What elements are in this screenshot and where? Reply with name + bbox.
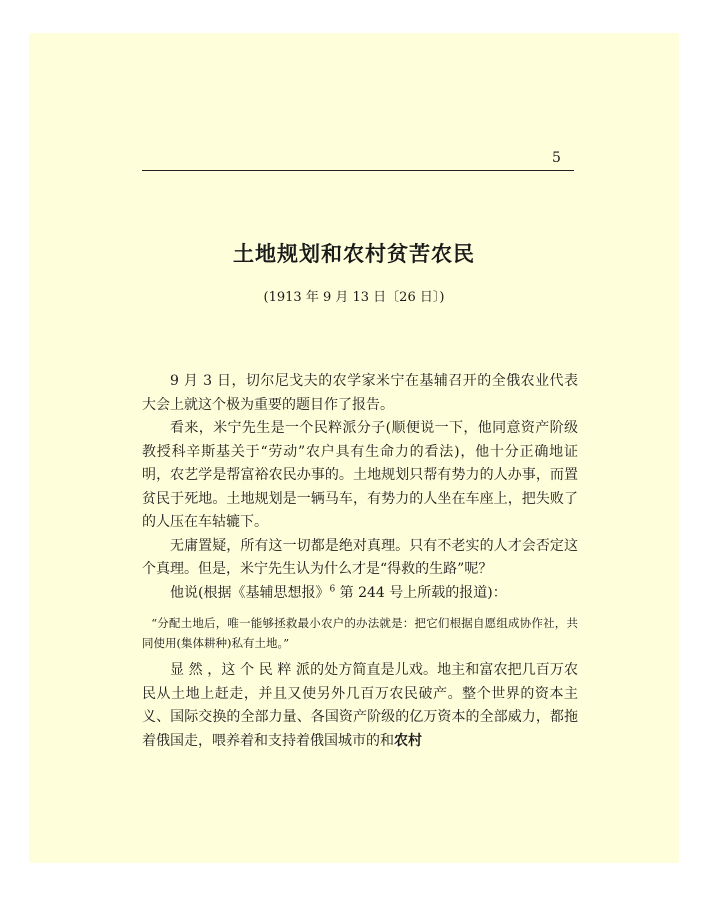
block-quote: “分配土地后，唯一能够拯救最小农户的办法就是：把它们根据自愿组成协作社，共同使用(集体耕种)私有土地。” (142, 616, 578, 650)
chapter-title: 土地规划和农村贫苦农民 (233, 242, 475, 266)
chapter-date: (1913 年 9 月 13 日〔26 日〕) (263, 290, 445, 305)
paragraph-1: 9 月 3 日，切尔尼戈夫的农学家米宁在基辅召开的全俄农业代表大会上就这个极为重要的题目作了报告。 (142, 373, 578, 413)
body-text (142, 370, 578, 753)
source-line-rest: 第 244 号上所载的报道)： (335, 584, 507, 601)
header-rule (142, 170, 574, 171)
paragraph-4-text: 显 然 ，这 个 民 粹 派的处方简直是儿戏。地主和富农把几百万农民从土地上赶走，并且又使另外几百万农民破产。整个世界的资本主义、国际交换的全部力量、各国资产阶级的亿万资本的全部威力，都拖着俄国走，喂养着和支持着俄国城市的和 (142, 662, 578, 749)
source-line-text: 他说(根据《基辅思想报》 (170, 584, 330, 601)
footnote-ref: 6 (329, 583, 336, 594)
paragraph-4 (142, 659, 578, 753)
paragraph-3: 无庸置疑，所有这一切都是绝对真理。只有不老实的人才会否定这个真理。但是，米宁先生认为什么才是“得救的生路”呢？ (142, 537, 578, 577)
emphasis-text: 农村 (394, 732, 422, 749)
source-line (142, 582, 578, 606)
page-number: 5 (552, 150, 561, 166)
paragraph-2: 看来，米宁先生是一个民粹派分子(顺便说一下，他同意资产阶级教授科辛斯基关于“劳动”农户具有生命力的看法)，他十分正确地证明，农艺学是帮富裕农民办事的。土地规划只帮有势力的人办事，而置贫民于死地。土地规划是一辆马车，有势力的人坐在车座上，把失败了的人压在车轱辘下。 (142, 420, 578, 530)
